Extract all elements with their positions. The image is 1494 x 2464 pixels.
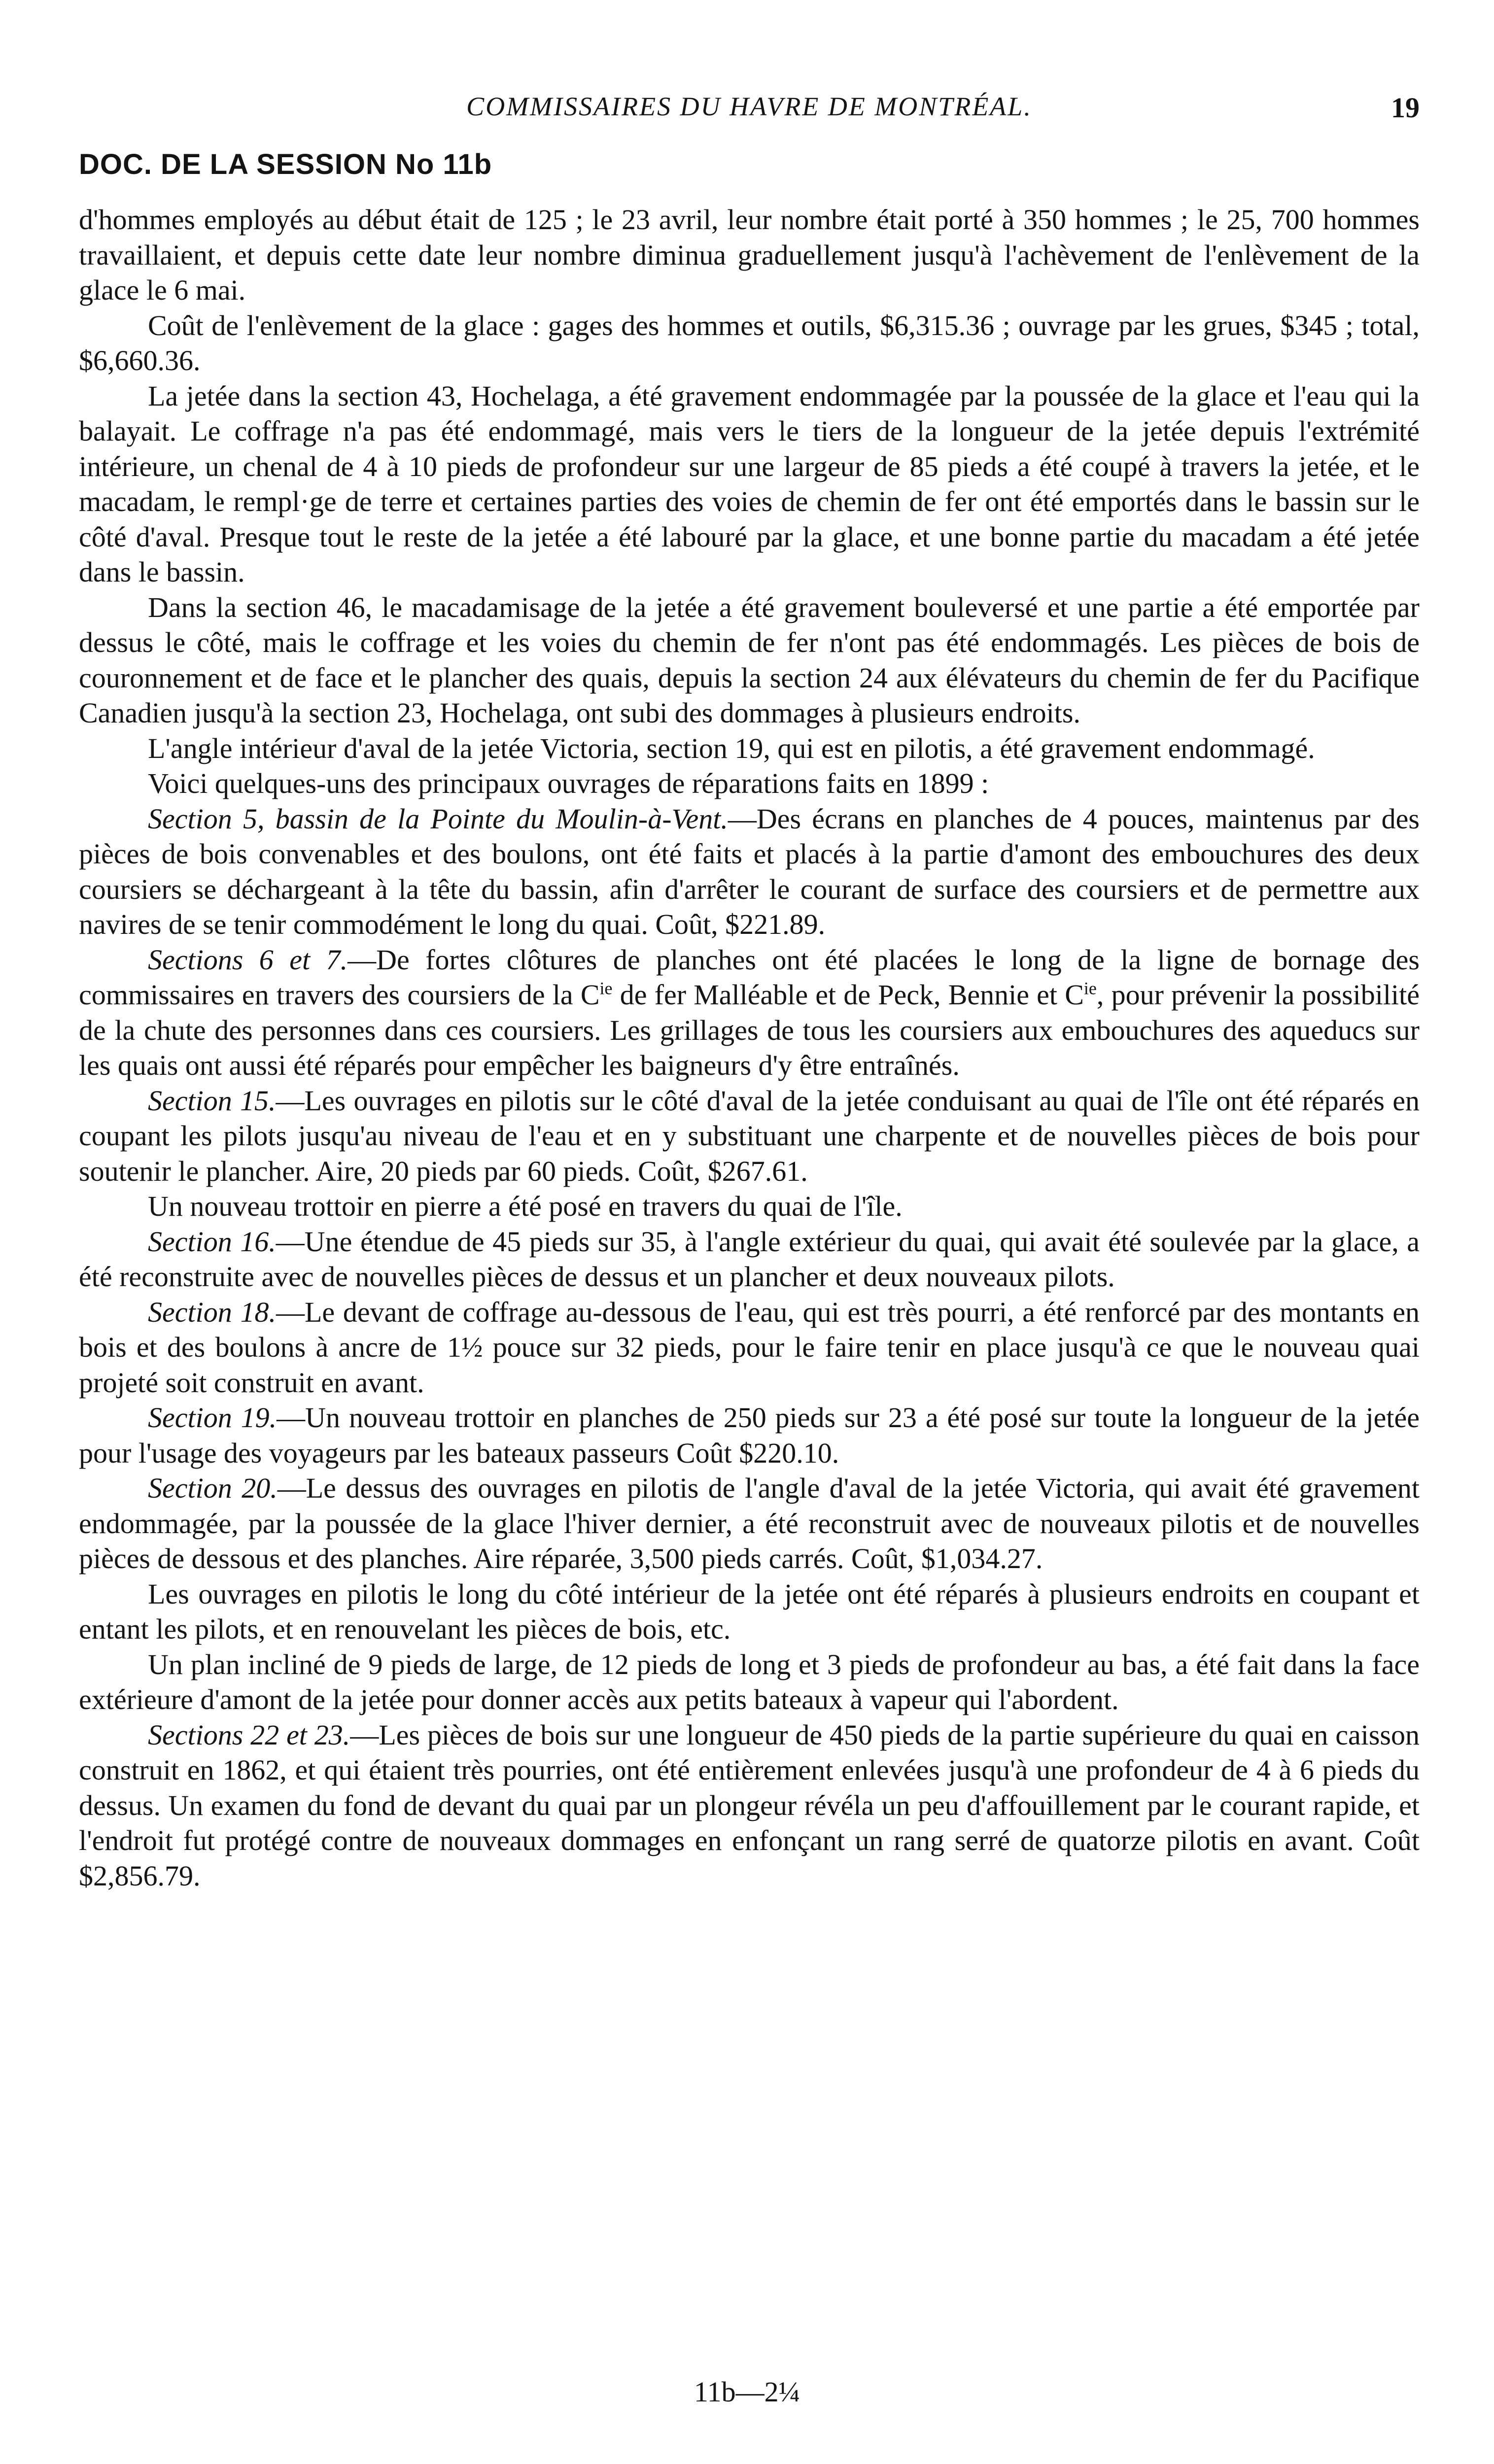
section-heading: Section 19. bbox=[148, 1402, 277, 1434]
section-text: —Le dessus des ouvrages en pilotis de l'angle d'aval de la jetée Victoria, qui avait été gravement endommagée, par la poussée de la glace l'hiver dernier, a été reconstruit avec de nouveaux pilotis et de nouvelles pièces de dessous et des planches. Aire réparée, 3,500 pieds carrés. Coût, $1,034.27. bbox=[79, 1472, 1420, 1574]
body-text bbox=[79, 202, 1420, 1893]
section-text: , pour prévenir la possibilité de la chute des personnes dans ces coursiers. Les grillages de tous les coursiers aux embouchures des aqueducs sur les quais ont aussi été réparés pour empêcher les baigneurs d'y être entraînés. bbox=[79, 979, 1420, 1081]
section-text: —Les pièces de bois sur une longueur de 450 pieds de la partie supérieure du quai en caisson construit en 1862, et qui étaient très pourries, ont été entièrement enlevées jusqu'à une profondeur de 4 à 6 pieds du dessus. Un examen du fond de devant du quai par un plongeur révéla un peu d'affouillement par le courant rapide, et l'endroit fut protégé contre de nouveaux dommages en enfonçant un rang serré de quatorze pilotis en avant. Coût $2,856.79. bbox=[79, 1718, 1420, 1892]
paragraph-section-46-damage: Dans la section 46, le macadamisage de la jetée a été gravement bouleversé et une partie a été emportée par dessus le côté, mais le coffrage et les voies du chemin de fer n'ont pas été endommagés. Les pièces de bois de couronnement et de face et le plancher des quais, depuis la section 24 aux élévateurs du chemin de fer du Pacifique Canadien jusqu'à la section 23, Hochelaga, ont subi des dommages à plusieurs endroits. bbox=[79, 591, 1420, 729]
paragraph-section-16 bbox=[79, 1224, 1420, 1295]
paragraph-section-5 bbox=[79, 801, 1420, 942]
page-header bbox=[79, 91, 1420, 145]
section-text: —Une étendue de 45 pieds sur 35, à l'angle extérieur du quai, qui avait été soulevée par la glace, a été reconstruite avec de nouvelles pièces de dessus et un plancher et deux nouveaux pilots. bbox=[79, 1225, 1420, 1293]
session-document-label: DOC. DE LA SESSION No 11b bbox=[79, 148, 492, 180]
paragraph-section-18 bbox=[79, 1295, 1420, 1401]
section-heading: Section 16. bbox=[148, 1225, 276, 1258]
paragraph-sections-22-23 bbox=[79, 1717, 1420, 1894]
section-heading: Sections 22 et 23. bbox=[148, 1718, 350, 1751]
page-number: 19 bbox=[1391, 92, 1420, 124]
paragraph-inclined-plane: Un plan incliné de 9 pieds de large, de 12 pieds de long et 3 pieds de profondeur au bas, a été fait dans la face extérieure d'amont de la jetée pour donner accès aux petits bateaux à vapeur qui l'abordent. bbox=[79, 1648, 1420, 1715]
paragraph-ice-removal-cost: Coût de l'enlèvement de la glace : gages des hommes et outils, $6,315.36 ; ouvrage par les grues, $345 ; total, $6,660.36. bbox=[79, 309, 1420, 376]
section-text: —Un nouveau trottoir en planches de 250 pieds sur 23 a été posé sur toute la longueur de la jetée pour l'usage des voyageurs par les bateaux passeurs Coût $220.10. bbox=[79, 1402, 1420, 1469]
section-text: —Les ouvrages en pilotis sur le côté d'aval de la jetée conduisant au quai de l'île ont été réparés en coupant les pilots jusqu'au niveau de l'eau et en y substituant une charpente et de nouvelles pièces de bois pour soutenir le plancher. Aire, 20 pieds par 60 pieds. Coût, $267.61. bbox=[79, 1084, 1420, 1187]
section-text: —Des écrans en planches de 4 pouces, maintenus par des pièces de bois convenables et des boulons, ont été faits et placés à la partie d'amont des embouchures des deux coursiers se déchargeant à la tête du bassin, afin d'arrêter le courant de surface des coursiers et de permettre aux navires de se tenir commodément le long du quai. Coût, $221.89. bbox=[79, 802, 1420, 940]
paragraph-stone-sidewalk: Un nouveau trottoir en pierre a été posé en travers du quai de l'île. bbox=[148, 1190, 903, 1222]
printer-signature-mark: 11b—2¼ bbox=[694, 2376, 800, 2408]
section-heading: Section 18. bbox=[148, 1296, 276, 1328]
section-heading: Section 20. bbox=[148, 1472, 278, 1504]
superscript: ie bbox=[1083, 978, 1097, 998]
paragraph-workers-count: d'hommes employés au début était de 125 ; le 23 avril, leur nombre était porté à 350 hommes ; le 25, 700 hommes travaillaient, et depuis cette date leur nombre diminua graduellement jusqu'à l'achèvement de l'enlèvement de la glace le 6 mai. bbox=[79, 204, 1420, 306]
running-title: COMMISSAIRES DU HAVRE DE MONTRÉAL. bbox=[466, 92, 1032, 121]
section-text: —Le devant de coffrage au-dessous de l'eau, qui est très pourri, a été renforcé par des montants en bois et des boulons à ancre de 1½ pouce sur 32 pieds, pour le faire tenir en place jusqu'à ce que le nouveau quai projeté soit construit en avant. bbox=[79, 1296, 1420, 1399]
section-heading: Sections 6 et 7. bbox=[148, 943, 348, 976]
paragraph-pilings-repair: Les ouvrages en pilotis le long du côté intérieur de la jetée ont été réparés à plusieurs endroits en coupant et entant les pilots, et en renouvelant les pièces de bois, etc. bbox=[79, 1577, 1420, 1645]
paragraph-victoria-pier-damage: L'angle intérieur d'aval de la jetée Victoria, section 19, qui est en pilotis, a été gravement endommagé. bbox=[148, 732, 1315, 764]
paragraph-section-43-damage: La jetée dans la section 43, Hochelaga, a été gravement endommagée par la poussée de la glace et l'eau qui la balayait. Le coffrage n'a pas été endommagé, mais vers le tiers de la longueur de la jetée depuis l'extrémité intérieure, un chenal de 4 à 10 pieds de profondeur sur une largeur de 85 pieds a été coupé à travers la jetée, et le macadam, le rempl·ge de terre et certaines parties des voies de chemin de fer ont été emportés dans le bassin sur le côté d'aval. Presque tout le reste de la jetée a été labouré par la glace, et une bonne partie du macadam a été jetée dans le bassin. bbox=[79, 379, 1420, 588]
section-heading: Section 15. bbox=[148, 1084, 276, 1117]
superscript: ie bbox=[599, 978, 613, 998]
section-text: —De fortes clôtures de planches ont été placées le long de la ligne de bornage des commissaires en travers des coursiers de la C bbox=[79, 943, 1420, 1011]
section-text: de fer Malléable et de Peck, Bennie et C bbox=[612, 979, 1084, 1011]
paragraph-sections-6-7 bbox=[79, 942, 1420, 1083]
paragraph-repairs-intro: Voici quelques-uns des principaux ouvrages de réparations faits en 1899 : bbox=[148, 767, 989, 799]
section-heading: Section 5, bassin de la Pointe du Moulin-à-Vent. bbox=[148, 802, 728, 835]
paragraph-section-19 bbox=[79, 1400, 1420, 1471]
paragraph-section-15 bbox=[79, 1083, 1420, 1189]
paragraph-section-20 bbox=[79, 1471, 1420, 1576]
